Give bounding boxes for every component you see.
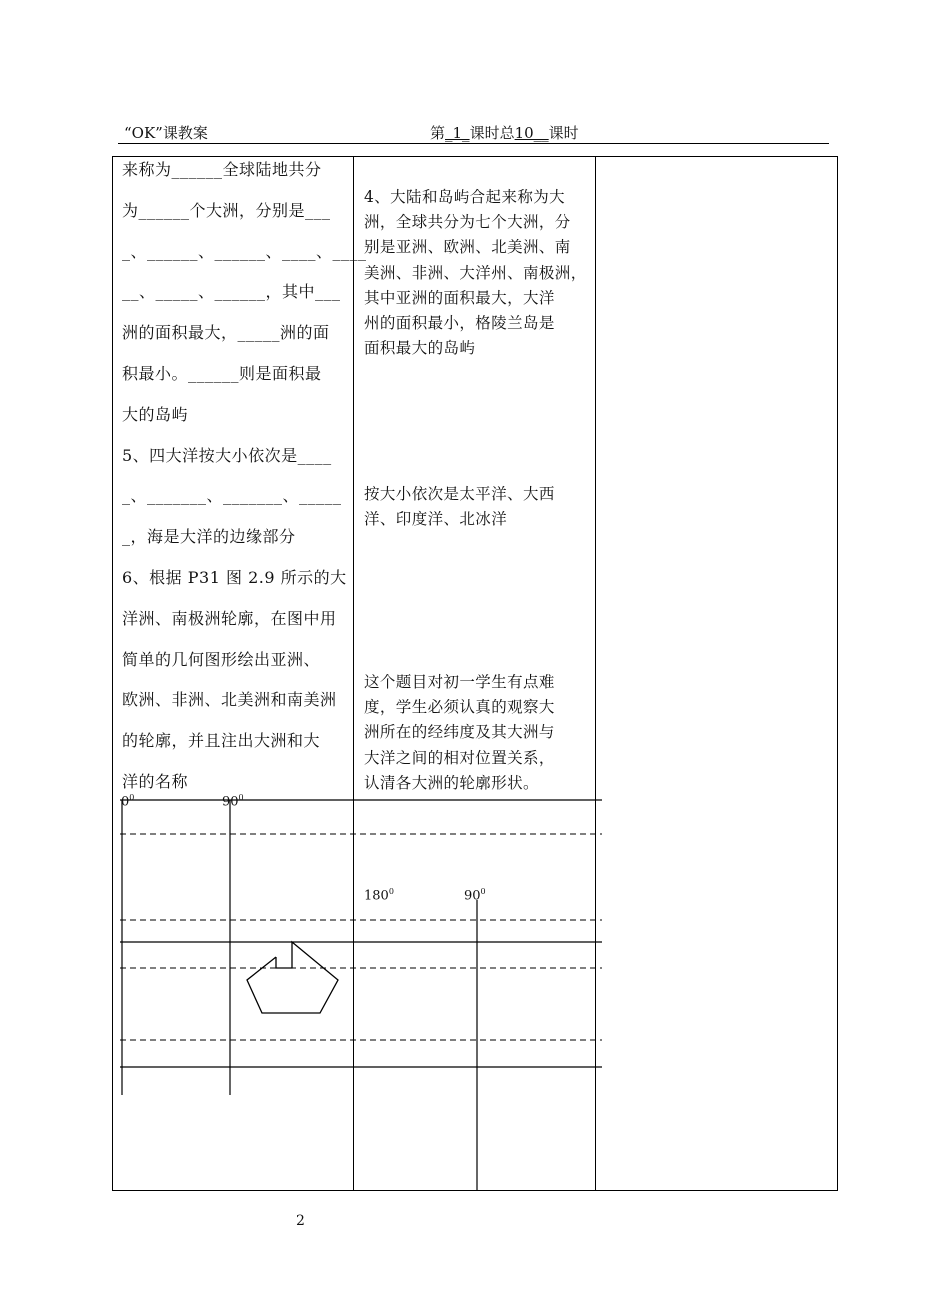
answer-continents-line: 其中亚洲的面积最大，大洋 [364, 288, 555, 307]
answer-oceans-line: 按大小依次是太平洋、大西 [364, 485, 555, 503]
header-suffix: 课时 [548, 124, 579, 142]
answer-note-line: 度，学生必须认真的观察大 [364, 698, 555, 717]
header-prefix: 第 [430, 124, 446, 142]
label-90-degree-left: $90^0$ [222, 793, 244, 810]
answer-note-line: 这个题目对初一学生有点难 [364, 673, 555, 691]
exercise-line: __、_____、______，其中___ [122, 282, 341, 302]
header-lesson-number: _1_ [445, 124, 470, 142]
label-180-degree: $180^0$ [364, 887, 394, 904]
header-mid: 课时总 [469, 124, 515, 142]
exercise-line: 积最小。______则是面积最 [122, 363, 322, 383]
answer-note-line: 洲所在的经纬度及其大洲与 [364, 723, 555, 742]
exercise-line: 洲的面积最大，_____洲的面 [122, 323, 330, 343]
header-total-number: 10__ [514, 124, 549, 142]
answer-oceans-line: 洋、印度洋、北冰洋 [364, 510, 508, 529]
label-0-degree: $0^0$ [121, 793, 135, 810]
answer-continents-line: 别是亚洲、欧洲、北美洲、南 [364, 238, 571, 257]
exercise-line: 简单的几何图形绘出亚洲、 [122, 649, 321, 669]
exercise-line: _、______、______、____、____ [122, 241, 367, 261]
exercise-line: 洋洲、南极洲轮廓，在图中用 [122, 608, 337, 628]
exercise-line: 来称为______全球陆地共分 [122, 160, 322, 179]
continent-outline-sketch [247, 942, 338, 1013]
exercise-line: _，海是大洋的边缘部分 [122, 527, 296, 547]
answer-continents-line: 洲，全球共分为七个大洲，分 [364, 213, 571, 232]
answer-note-line: 认清各大洲的轮廓形状。 [364, 773, 539, 792]
answer-continents-line: 州的面积最小，格陵兰岛是 [364, 314, 555, 333]
exercise-line: 为______个大洲，分别是___ [122, 200, 331, 220]
exercise-line: 大的岛屿 [122, 404, 189, 424]
answer-continents-line: 面积最大的岛屿 [364, 339, 476, 358]
exercise-line: 洋的名称 [122, 771, 189, 791]
exercise-line: 欧洲、非洲、北美洲和南美洲 [122, 690, 337, 710]
answer-continents-line: 4、大陆和岛屿合起来称为大 [364, 188, 566, 206]
exercise-line: _、_______、_______、_____ [122, 486, 342, 506]
exercise-line: 6、根据 P31 图 2.9 所示的大 [122, 567, 347, 587]
answer-note-line: 大洋之间的相对位置关系， [364, 748, 555, 767]
exercise-line: 的轮廓，并且注出大洲和大 [122, 731, 321, 751]
answer-continents-line: 美洲、非洲、大洋州、南极洲， [364, 263, 587, 282]
label-90-degree-right: $90^0$ [464, 887, 486, 904]
page-number: 2 [296, 1213, 305, 1229]
exercise-line: 5、四大洋按大小依次是____ [122, 445, 332, 465]
header-title: “OK”课教案 [124, 124, 208, 142]
